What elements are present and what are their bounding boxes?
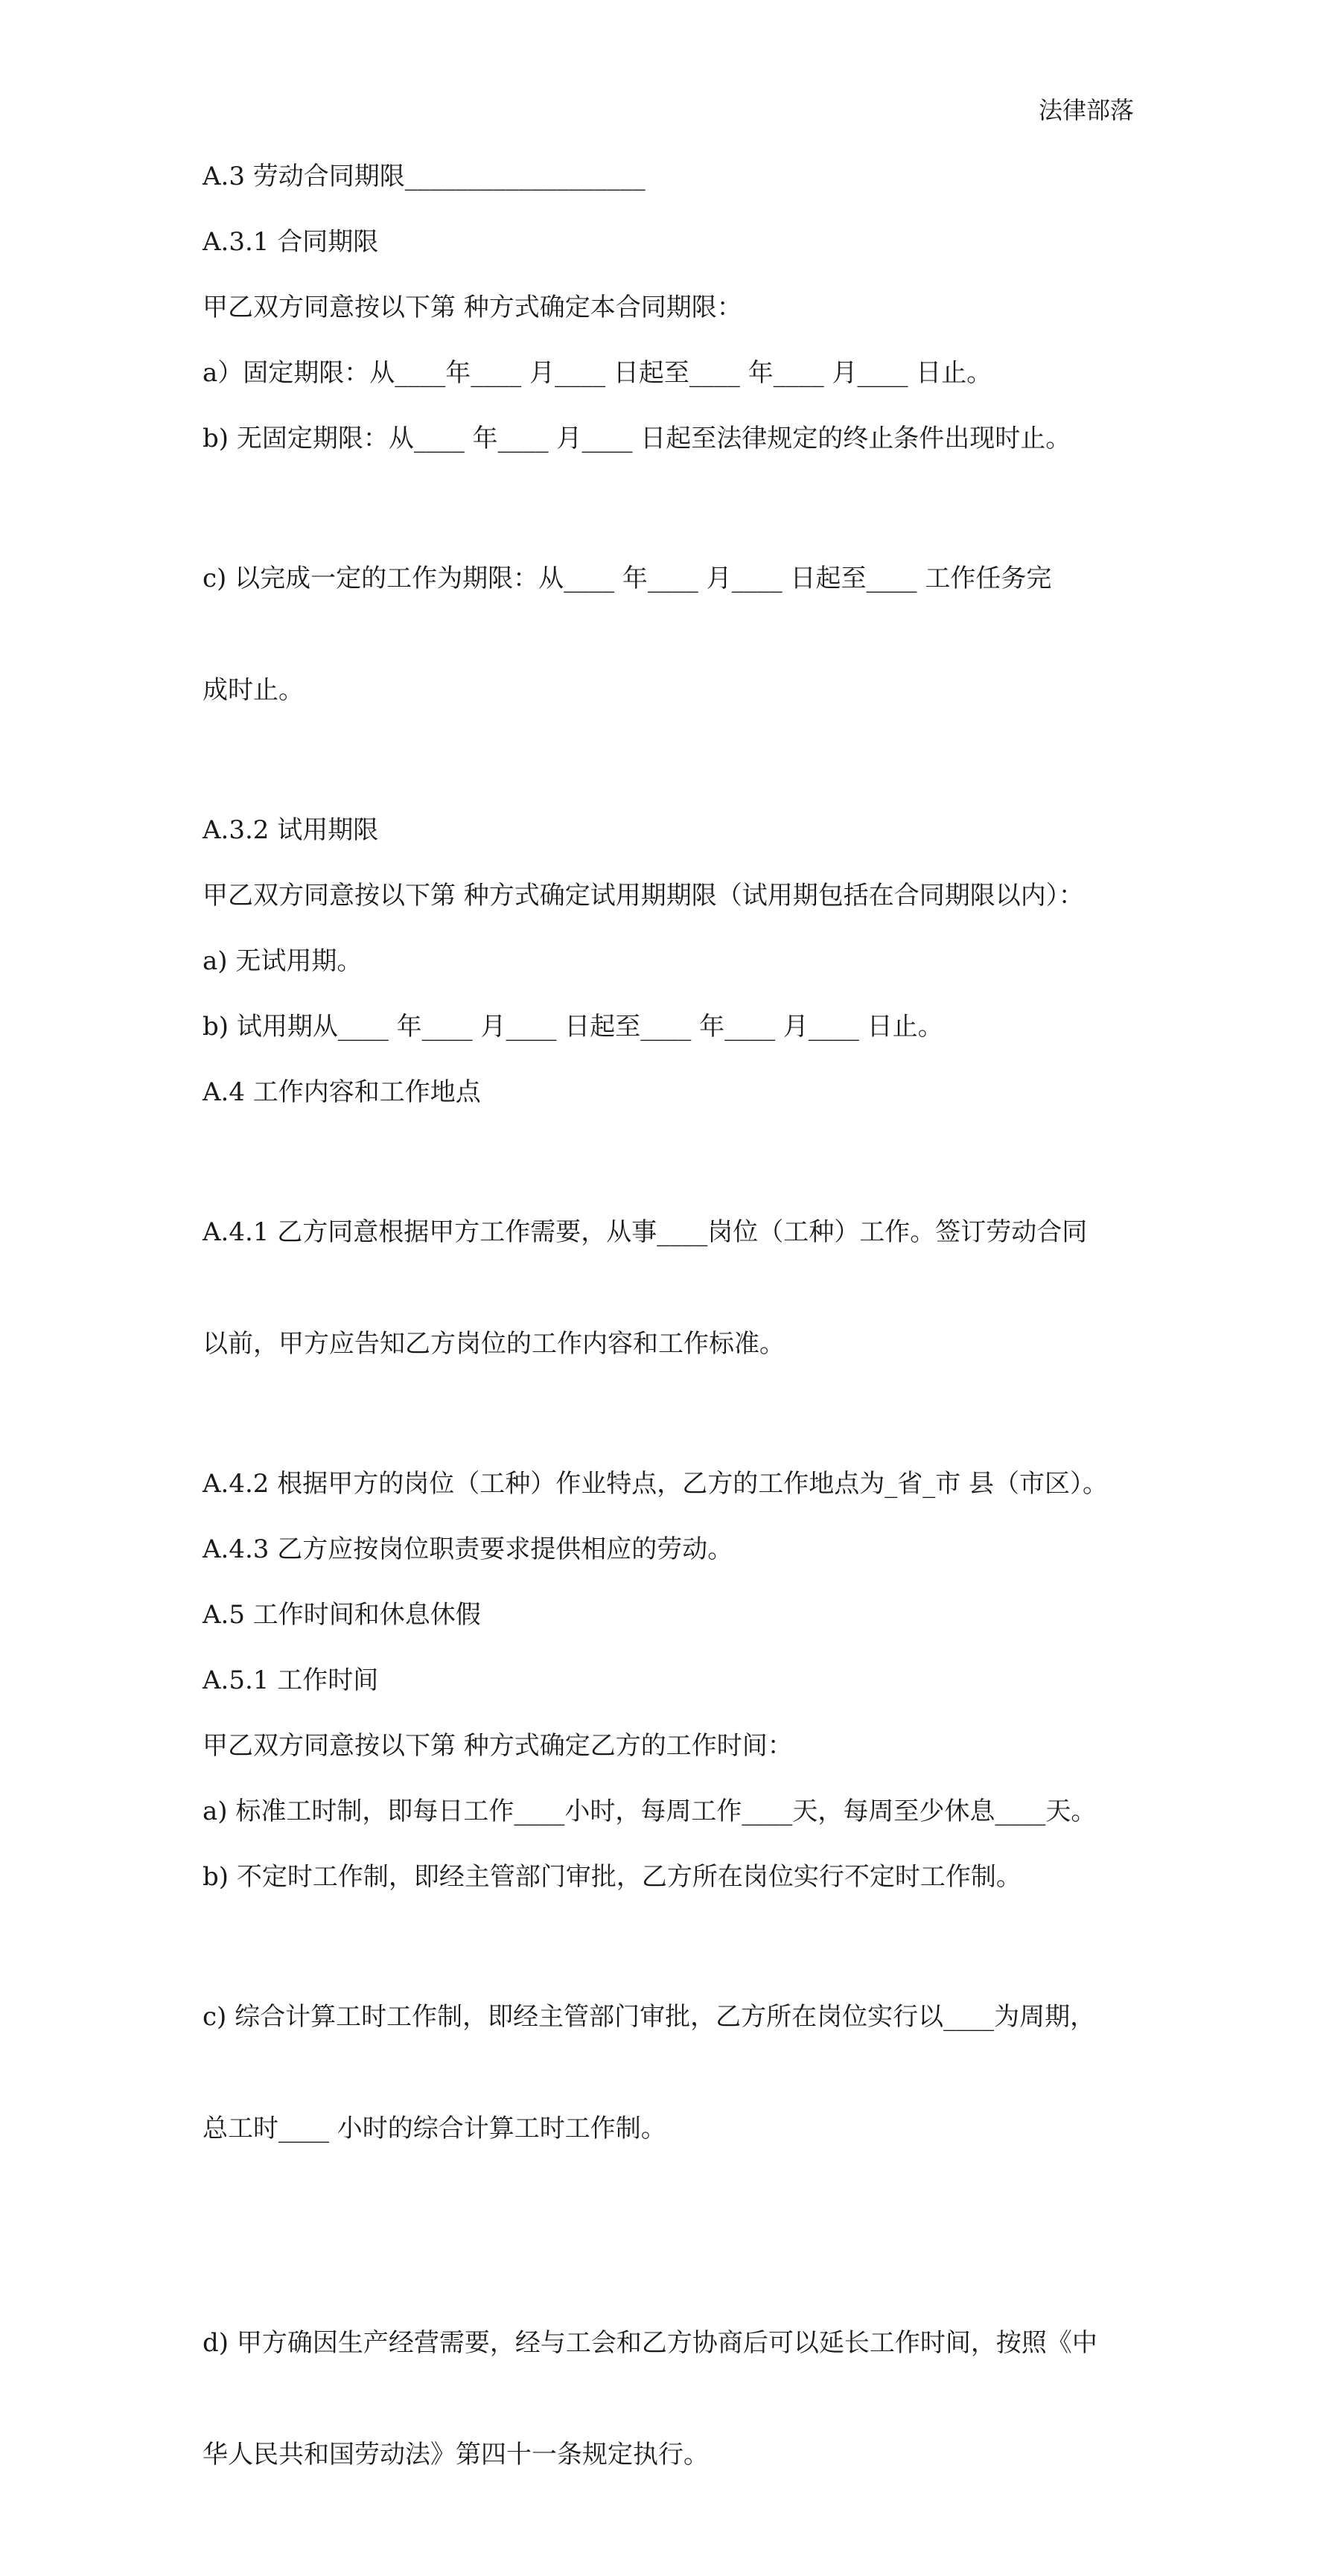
option-probation-period: b) 试用期从____ 年____ 月____ 日起至____ 年____ 月____ 日止。 [203, 1012, 943, 1042]
subsection-heading-a32: A.3.2 试用期限 [203, 815, 379, 845]
clause-a42: A.4.2 根据甲方的岗位（工种）作业特点，乙方的工作地点为_省_市 县（市区）。 [203, 1469, 1109, 1499]
option-comprehensive-hours-line2: 总工时____ 小时的综合计算工时工作制。 [203, 2114, 666, 2143]
option-no-probation: a) 无试用期。 [203, 946, 363, 976]
document-body [203, 158, 1139, 2576]
clause-overtime-line2: 华人民共和国劳动法》第四十一条规定执行。 [203, 2440, 709, 2470]
option-task-term [203, 485, 1139, 783]
subsection-heading-a51: A.5.1 工作时间 [203, 1665, 379, 1695]
option-standard-hours: a) 标准工时制，即每日工作____小时，每周工作____天，每周至少休息____天。 [203, 1796, 1097, 1826]
clause-overtime [203, 2250, 1139, 2548]
option-comprehensive-hours [203, 1924, 1139, 2222]
paragraph-worktime-method: 甲乙双方同意按以下第 种方式确定乙方的工作时间： [203, 1731, 793, 1761]
section-heading-a4: A.4 工作内容和工作地点 [203, 1077, 481, 1107]
option-flexible-hours: b) 不定时工作制，即经主管部门审批，乙方所在岗位实行不定时工作制。 [203, 1862, 1022, 1892]
paragraph-probation-method: 甲乙双方同意按以下第 种方式确定试用期期限（试用期包括在合同期限以内）： [203, 881, 1084, 911]
clause-a41-line1: A.4.1 乙方同意根据甲方工作需要，从事____岗位（工种）工作。签订劳动合同 [203, 1217, 1088, 1247]
option-open-term: b) 无固定期限：从____ 年____ 月____ 日起至法律规定的终止条件出现时止。 [203, 424, 1071, 453]
option-task-term-line1: c) 以完成一定的工作为期限：从____ 年____ 月____ 日起至____ 工作任务完 [203, 564, 1052, 593]
page-header-brand: 法律部落 [1038, 96, 1134, 124]
paragraph-term-method: 甲乙双方同意按以下第 种方式确定本合同期限： [203, 293, 742, 322]
clause-overtime-line1: d) 甲方确因生产经营需要，经与工会和乙方协商后可以延长工作时间，按照《中 [203, 2328, 1097, 2358]
option-comprehensive-hours-line1: c) 综合计算工时工作制，即经主管部门审批，乙方所在岗位实行以____为周期， [203, 2002, 1096, 2032]
option-task-term-line2: 成时止。 [203, 675, 304, 705]
section-heading-a5: A.5 工作时间和休息休假 [203, 1600, 481, 1630]
clause-a41 [203, 1139, 1139, 1437]
option-fixed-term: a）固定期限：从____年____ 月____ 日起至____ 年____ 月____ 日止。 [203, 358, 992, 388]
clause-a41-line2: 以前，甲方应告知乙方岗位的工作内容和工作标准。 [203, 1329, 785, 1359]
subsection-heading-a31: A.3.1 合同期限 [203, 227, 379, 257]
section-heading-a3: A.3 劳动合同期限___________________ [203, 162, 646, 191]
clause-a43: A.4.3 乙方应按岗位职责要求提供相应的劳动。 [203, 1534, 733, 1564]
